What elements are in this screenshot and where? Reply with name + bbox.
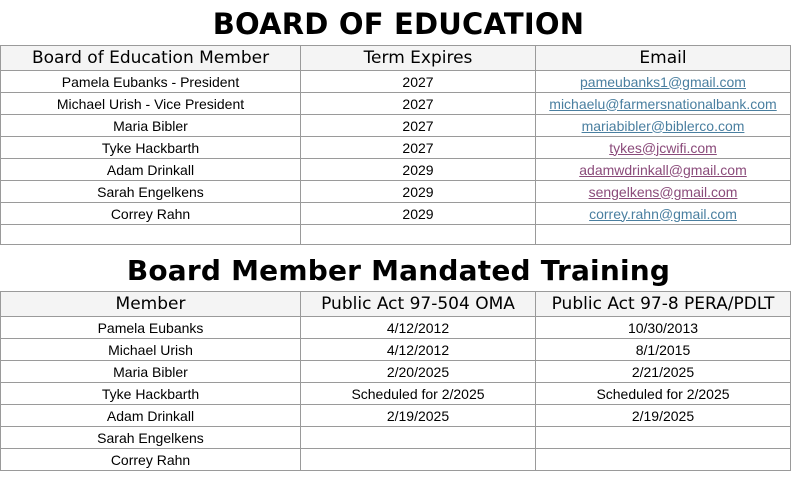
term-expires: 2029 [301, 203, 536, 225]
table-row [1, 115, 791, 137]
table-row [1, 203, 791, 225]
table-row [1, 449, 791, 471]
table-row [1, 317, 791, 339]
member-name: Sarah Engelkens [1, 181, 301, 203]
member-name: Maria Bibler [1, 115, 301, 137]
member-name: Adam Drinkall [1, 405, 301, 427]
board-title: BOARD OF EDUCATION [212, 6, 585, 41]
oma-date: Scheduled for 2/2025 [301, 383, 536, 405]
email-link[interactable]: sengelkens@gmail.com [536, 181, 791, 203]
email-link[interactable]: mariabibler@biblerco.com [536, 115, 791, 137]
training-title: Board Member Mandated Training [126, 253, 671, 287]
oma-date: 2/20/2025 [301, 361, 536, 383]
term-expires: 2029 [301, 159, 536, 181]
table-row [1, 137, 791, 159]
header-pera: Public Act 97-8 PERA/PDLT [536, 292, 791, 317]
email-link[interactable]: tykes@jcwifi.com [536, 137, 791, 159]
header-term-expires: Term Expires [301, 46, 536, 71]
oma-date [301, 449, 536, 471]
member-name: Michael Urish [1, 339, 301, 361]
pera-date [536, 427, 791, 449]
table-row [1, 71, 791, 93]
table-row [1, 93, 791, 115]
oma-date: 4/12/2012 [301, 317, 536, 339]
header-email: Email [536, 46, 791, 71]
member-name: Tyke Hackbarth [1, 137, 301, 159]
member-name: Adam Drinkall [1, 159, 301, 181]
member-name: Maria Bibler [1, 361, 301, 383]
oma-date: 2/19/2025 [301, 405, 536, 427]
table-row [1, 181, 791, 203]
member-name: Pamela Eubanks [1, 317, 301, 339]
header-member: Member [1, 292, 301, 317]
member-name: Correy Rahn [1, 203, 301, 225]
member-name: Sarah Engelkens [1, 427, 301, 449]
member-name: Tyke Hackbarth [1, 383, 301, 405]
header-board-member: Board of Education Member [1, 46, 301, 71]
email-link[interactable]: correy.rahn@gmail.com [536, 203, 791, 225]
member-name: Pamela Eubanks - President [1, 71, 301, 93]
empty-cell [1, 225, 301, 245]
member-name: Correy Rahn [1, 449, 301, 471]
term-expires: 2027 [301, 115, 536, 137]
pera-date: 2/19/2025 [536, 405, 791, 427]
table-row [1, 405, 791, 427]
training-header-row [1, 292, 791, 317]
term-expires: 2029 [301, 181, 536, 203]
pera-date: Scheduled for 2/2025 [536, 383, 791, 405]
header-oma: Public Act 97-504 OMA [301, 292, 536, 317]
table-row [1, 383, 791, 405]
pera-date [536, 449, 791, 471]
pera-date: 2/21/2025 [536, 361, 791, 383]
board-members-table [0, 45, 791, 245]
member-name: Michael Urish - Vice President [1, 93, 301, 115]
empty-cell [301, 225, 536, 245]
empty-cell [536, 225, 791, 245]
term-expires: 2027 [301, 137, 536, 159]
oma-date [301, 427, 536, 449]
email-link[interactable]: pameubanks1@gmail.com [536, 71, 791, 93]
table-row [1, 361, 791, 383]
term-expires: 2027 [301, 71, 536, 93]
email-link[interactable]: adamwdrinkall@gmail.com [536, 159, 791, 181]
pera-date: 8/1/2015 [536, 339, 791, 361]
pera-date: 10/30/2013 [536, 317, 791, 339]
table-row [1, 339, 791, 361]
empty-row [1, 225, 791, 245]
term-expires: 2027 [301, 93, 536, 115]
oma-date: 4/12/2012 [301, 339, 536, 361]
training-table [0, 291, 791, 471]
table-row [1, 159, 791, 181]
table-row [1, 427, 791, 449]
email-link[interactable]: michaelu@farmersnationalbank.com [536, 93, 791, 115]
board-header-row [1, 46, 791, 71]
